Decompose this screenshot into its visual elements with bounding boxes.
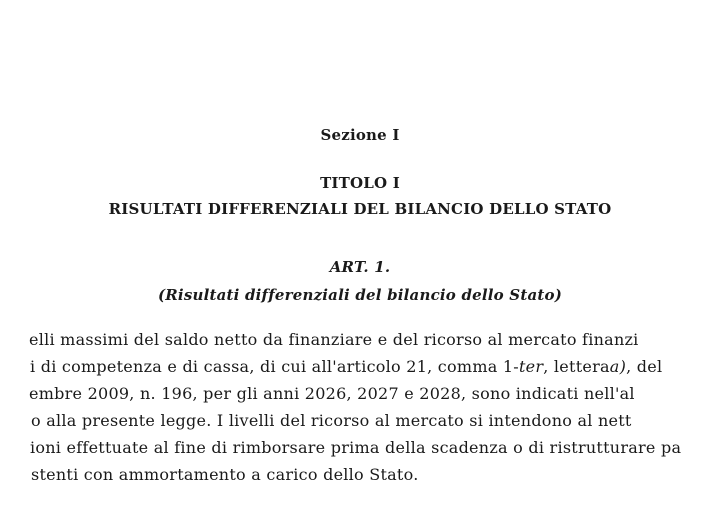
article-subtitle: (Risultati differenziali del bilancio dello Stato) [157,286,563,304]
title-heading: RISULTATI DIFFERENZIALI DEL BILANCIO DELLO STATO [108,200,612,218]
article-body [0,326,720,488]
body-line [29,380,720,407]
body-line [31,461,720,488]
body-text-segment: i di competenza e di cassa, di cui all'articolo 21, comma 1- [30,357,519,376]
body-text-segment: stenti con ammortamento a carico dello Stato. [31,465,419,484]
section-title: Sezione I [320,126,400,144]
body-line [30,353,720,380]
italic-term: ter [518,357,544,376]
italic-term: a) [609,357,627,376]
body-text-segment: ioni effettuate al fine di rimborsare prima della scadenza o di ristrutturare pa [30,438,682,457]
body-text-segment: elli massimi del saldo netto da finanziare e del ricorso al mercato finanzi [29,330,639,349]
body-text-segment: o alla presente legge. I livelli del ricorso al mercato si intendono al nett [31,411,632,430]
body-text-segment: , lettera [543,357,610,376]
body-line [30,434,720,461]
body-line [31,407,720,434]
title-label: TITOLO I [320,174,400,192]
body-text-segment: , del [626,357,663,376]
article-number: ART. 1. [329,258,391,276]
body-text-segment: embre 2009, n. 196, per gli anni 2026, 2027 e 2028, sono indicati nell'al [29,384,635,403]
body-line [29,326,720,353]
